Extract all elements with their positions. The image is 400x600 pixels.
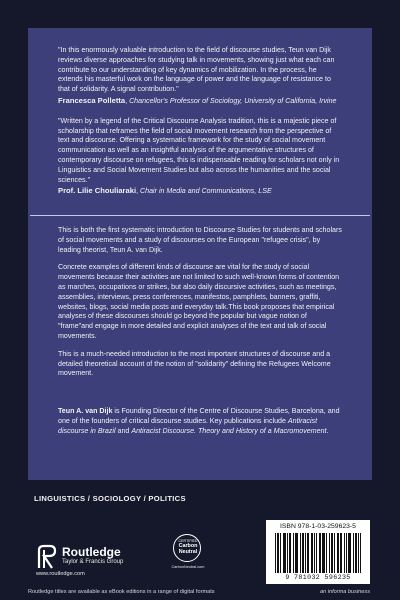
carbon-neutral-icon — [173, 534, 201, 562]
ebook-note: Routledge titles are available as eBook editions in a range of digital formats — [28, 589, 215, 595]
publication-title: Antiracist Discourse. Theory and History of a Macromovement — [131, 426, 327, 435]
review-attribution: Prof. Lilie Chouliaraki, Chair in Media and Communications, LSE — [58, 186, 272, 196]
reviewer-affiliation: Chair in Media and Communications, LSE — [140, 187, 272, 196]
review-text: "In this enormously valuable introduction to the field of discourse studies, Teun van Dijk reviews diverse approaches for studying talk in movements, showing just what each can contribute to our understanding of key dynamics of mobilization. In the process, he extends his masterful work on the language of power and the language of resistance to that of solidarity. A signal contribution." — [58, 46, 335, 94]
carbon-url: CarbonNeutral.com — [171, 565, 205, 569]
author-bio — [58, 407, 342, 436]
bio-text: . — [326, 426, 329, 435]
description-paragraph: Concrete examples of different kinds of discourse are vital for the study of social movements because their activities are not limited to such well-known forms of contention as marches, occupations or strikes, but also daily discursive activities, such as meetings, assemblies, interviews, press conferences, manifestos, pamphlets, banners, graffiti, websites, blogs, social media posts and everyday talk.This book proposes that empirical analyses of these discourses should go beyond the popular but vague notion of "frame"and engage in more detailed and explicit analyses of the text and talk of social movements. — [58, 263, 340, 340]
carbon-neutral-badge — [172, 534, 204, 576]
isbn-label: ISBN 978-1-03-259623-5 — [280, 523, 356, 530]
publisher-name: Routledge — [62, 545, 121, 559]
reviews — [58, 46, 342, 207]
barcode-icon — [275, 533, 361, 573]
publisher-url[interactable]: www.routledge.com — [36, 571, 85, 577]
routledge-logo-icon — [36, 544, 58, 570]
carbon-top-text: CERTIFIED — [178, 539, 198, 543]
divider — [30, 215, 370, 216]
review-text: "Written by a legend of the Critical Discourse Analysis tradition, this is a majestic piece of scholarship that reframes the field of social movement research from the perspective of text and discourse. Offering a systematic framework for the study of social movement communication as well as an insightful analysis of the argumentative structures of contemporary discourse on refugees, this is indispensable reading for scholars not only in Linguistics and Social Movement Studies but also across the humanities and the social sciences." — [58, 116, 340, 184]
book-description — [58, 226, 342, 387]
description-paragraph: This is both the first systematic introduction to Discourse Studies for students and scholars of social movements and a study of discourses on the European "refugee crisis", by leading theorist, Teun A. van Dijk. — [58, 226, 342, 254]
subject-categories: LINGUISTICS / SOCIOLOGY / POLITICS — [34, 494, 186, 503]
text-panel — [28, 28, 372, 480]
publisher-logo — [36, 542, 146, 578]
carbon-mid-text: Carbon Neutral — [178, 543, 198, 555]
informa-note: an informa business — [319, 589, 370, 595]
bio-text: is Founding Director of the Centre of Discourse Studies, Barcelona, and one of the founders of critical discourse studies. Key publications include — [58, 407, 340, 425]
barcode-digits: 9 781032 596235 — [285, 574, 351, 581]
publication-title: Antiracist discourse in Brazil — [58, 416, 318, 435]
description-paragraph: This is a much-needed introduction to the most important structures of discourse and a detailed theoretical account of the notion of "solidarity" defining the Refugees Welcome movement. — [58, 349, 331, 378]
isbn-barcode — [266, 520, 370, 584]
bio-text: and — [115, 426, 132, 435]
author-name: Teun A. van Dijk — [58, 407, 113, 415]
review-attribution: Francesca Polletta, Chancellor's Professor of Sociology, University of California, Irvine — [58, 95, 337, 105]
reviewer-affiliation: Chancellor's Professor of Sociology, University of California, Irvine — [129, 96, 337, 105]
publisher-group: Taylor & Francis Group — [62, 559, 124, 565]
review-1 — [58, 46, 342, 107]
reviewer-name: Prof. Lilie Chouliaraki — [58, 186, 137, 196]
review-2 — [58, 117, 342, 197]
reviewer-name: Francesca Polletta — [58, 95, 126, 105]
